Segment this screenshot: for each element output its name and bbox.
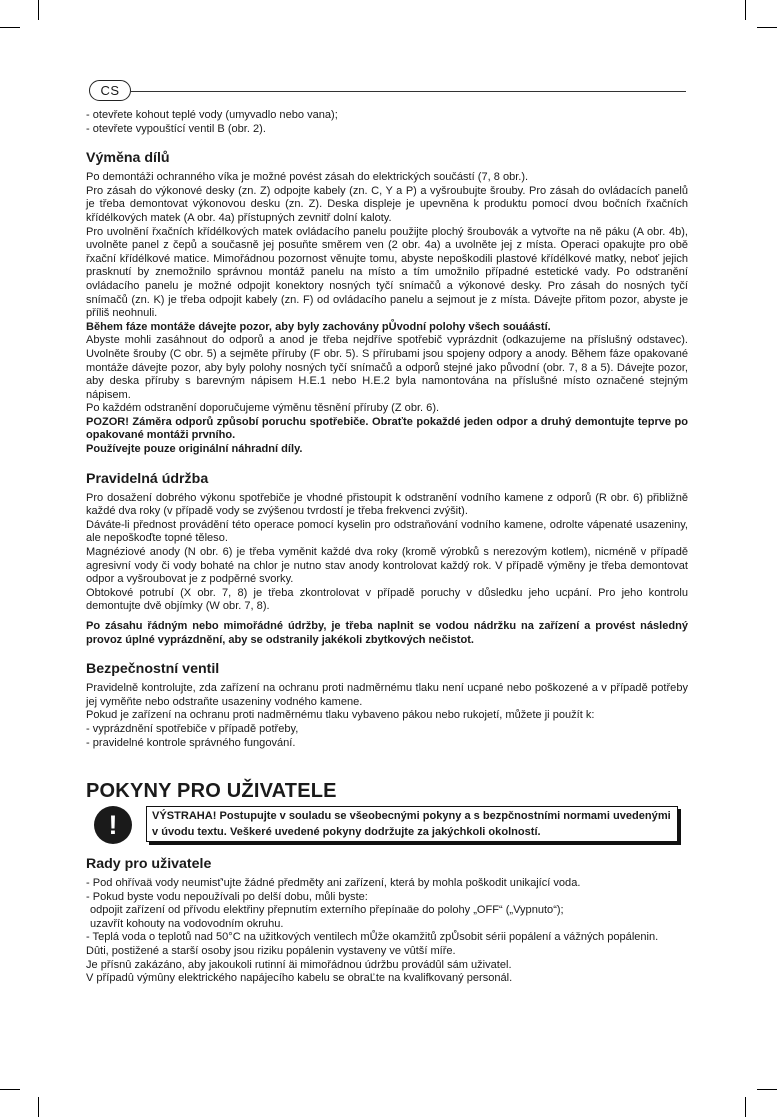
crop-mark [745,1097,746,1117]
list-item: - pravidelné kontrole správného fungování. [86,736,296,749]
section-title: Rady pro uživatele [86,856,212,872]
paragraph: Magnéziové anody (N obr. 6) je třeba vyměnit každé dva roky (kromě výrobků s nerezovým kotlem), nicméně v případě agresivní vody či vody bohaté na chlor je nutno stav anody kontrolovat každý rok. V případě výměny je třeba demontovat odpor a vyšroubovat je z podpěrné svorky. [86,546,688,586]
paragraph: Obtokové potrubí (X obr. 7, 8) je třeba zkontrolovat v případě poruchy v důsledku jeho ucpání. Pro jeho kontrolu demontujte dvě objímky (W obr. 7, 8). [86,586,688,613]
paragraph: V případû výmûny elektrického napájecího kabelu se obraĽte na kvalifkovaný personál. [86,972,513,985]
paragraph: Dáváte-li přednost provádění této operace pomocí kyselin pro odstraňování vodního kamene, odrolte vápenaté usazeniny, ale nepoškoďte topné těleso. [86,518,688,545]
crop-mark [38,0,39,20]
paragraph: Po zásahu řádným nebo mimořádné údržby, je třeba naplnit se vodou nádržku na zařízení a provést následný provoz úplné vyprázdnění, aby se odstranily jakékoli zbytkových nečistot. [86,620,688,646]
intro-line: - otevřete vypouštící ventil B (obr. 2). [86,122,266,135]
list-item: odpojit zařízení od přívodu elektřiny přepnutím externího přepínaäe do polohy „OFF“ („Vypnuto“); [90,904,564,917]
paragraph: Pro dosažení dobrého výkonu spotřebiče je vhodné přistoupit k odstranění vodního kamene z odporů (R obr. 6) přibližně každé dva roky (v případě vody se zvýšenou tvrdostí je třeba frekvenci zvýšit). [86,491,688,518]
paragraph: Pokud je zařízení na ochranu proti nadměrnému tlaku vybaveno pákou nebo rukojetí, můžete ji použít k: [86,709,595,722]
list-item: - vyprázdnění spotřebiče v případě potřeby, [86,722,299,735]
section-title: Pravidelná údržba [86,470,209,487]
paragraph: Během fáze montáže dávejte pozor, aby byly zachovány pŮvodní polohy všech souáástí. [86,320,551,333]
list-item: - Pod ohřívaä vody neumisť'ujte žádné předměty ani zařízení, která by mohla poškodit unikající voda. [86,877,581,889]
paragraph: Je přísnû zakázáno, aby jakoukoli rutinní äi mimořádnou údržbu provádûl sám uživatel. [86,958,512,971]
main-content [86,109,688,750]
crop-mark [757,1089,777,1090]
header-rule [131,91,686,92]
paragraph: Dûti, postižené a starší osoby jsou riziku popálenin vystaveny ve vûtší míře. [86,944,456,957]
paragraph: Po demontáži ochranného víka je možné povést zásah do elektrických součástí (7, 8 obr.). [86,171,529,184]
crop-mark [0,27,20,28]
warning-text: VÝSTRAHA! Postupujte v souladu se všeobecnými pokyny a s bezpčnostními normami uvedenými v úvodu textu. Veškeré uvedené pokyny dodržujte za jakýchkoli okolností. [146,806,678,842]
language-badge: CS [89,80,131,101]
section-title: Bezpečnostní ventil [86,661,220,678]
intro-line: - otevřete kohout teplé vody (umyvadlo nebo vana); [86,109,338,121]
section-title: Výměna dílů [86,150,170,167]
paragraph: Pro uvolnění řxačních křídélkových matek ovládacího panelu použijte plochý šroubovák a vytvořte na ně páku (A obr. 4b), uvolněte panel z čepů a současně jej posuňte směrem ven (2 obr. 4a) a uvolněte jej z místa. Operaci opakujte pro obě řxační křídélkové matice. Mimořádnou pozornost věnujte tomu, abyste nepoškodili plastové křídélkové matky, neboť jejich prasknutí by znemožnilo správnou montáž panelu na místo a tím umožnilo případné estetické vady. Po odstranění ovládacího panelu je možné odpojit konektory nosných tyčí snímačů a výkonové desky. Pro zásah do nosných tyčí snímačů (zn. K) je třeba odpojit kabely (zn. F) od ovládacího panelu a sejmout je z místa. Dávejte přitom pozor, abyste je příliš neohnuli. [86,225,688,320]
user-advice [86,855,688,986]
crop-mark [757,27,777,28]
list-item: - Teplá voda o teplotů nad 50°C na užitkových ventilech mŮže okamžitů zpŮsobit sérii popálení a vážných popálenin. [86,931,659,944]
page-heading: POKYNY PRO UŽIVATELE [86,780,337,802]
paragraph: Po každém odstranění doporučujeme výměnu těsnění příruby (Z obr. 6). [86,402,440,415]
list-item: uzavřít kohouty na vodovodním okruhu. [90,917,284,930]
paragraph: Používejte pouze originální náhradní díly. [86,443,303,456]
paragraph: Abyste mohli zasáhnout do odporů a anod je třeba nejdříve spotřebič vyprázdnit (odkazujeme na příslušný odstavec). Uvolněte šrouby (C obr. 5) a sejměte příruby (F obr. 5). S přírubami jsou spojeny odpory a anody. Během fáze opakované montáže dávejte pozor, aby byly polohy nosných tyčí snímačů a odporů stejné jako původní (obr. 7, 8 a 5). Dávejte pozor, aby deska příruby s barevným nápisem H.E.1 nebo H.E.2 byla namontována na příslušné místo označené stejným nápisem. [86,334,688,401]
paragraph: Pro zásah do výkonové desky (zn. Z) odpojte kabely (zn. C, Y a P) a vyšroubujte šrouby. Pro zásah do ovládacích panelů je třeba demontovat výkonovou desku (zn. Z). Deska displeje je upevněna k produktu pomocí dvou bočních řxačních křídélkových matek (A obr. 4a) přístupných zevnitř dolní kaloty. [86,184,688,224]
crop-mark [0,1089,20,1090]
paragraph: Pravidelně kontrolujte, zda zařízení na ochranu proti nadměrnému tlaku není ucpané nebo poškozené a v případě potřeby jej vyměňte nebo odstraňte usazeniny vodného kamene. [86,682,688,708]
warning-block [86,806,688,848]
warning-icon: ! [94,806,132,844]
list-item: - Pokud byste vodu nepoužívali po delší dobu, můli byste: [86,890,368,903]
paragraph: POZOR! Záměra odporů způsobí poruchu spotřebiče. Obraťte pokaždé jeden odpor a druhý demontujte teprve po opakované montáži prvního. [86,415,688,442]
crop-mark [745,0,746,20]
crop-mark [38,1097,39,1117]
